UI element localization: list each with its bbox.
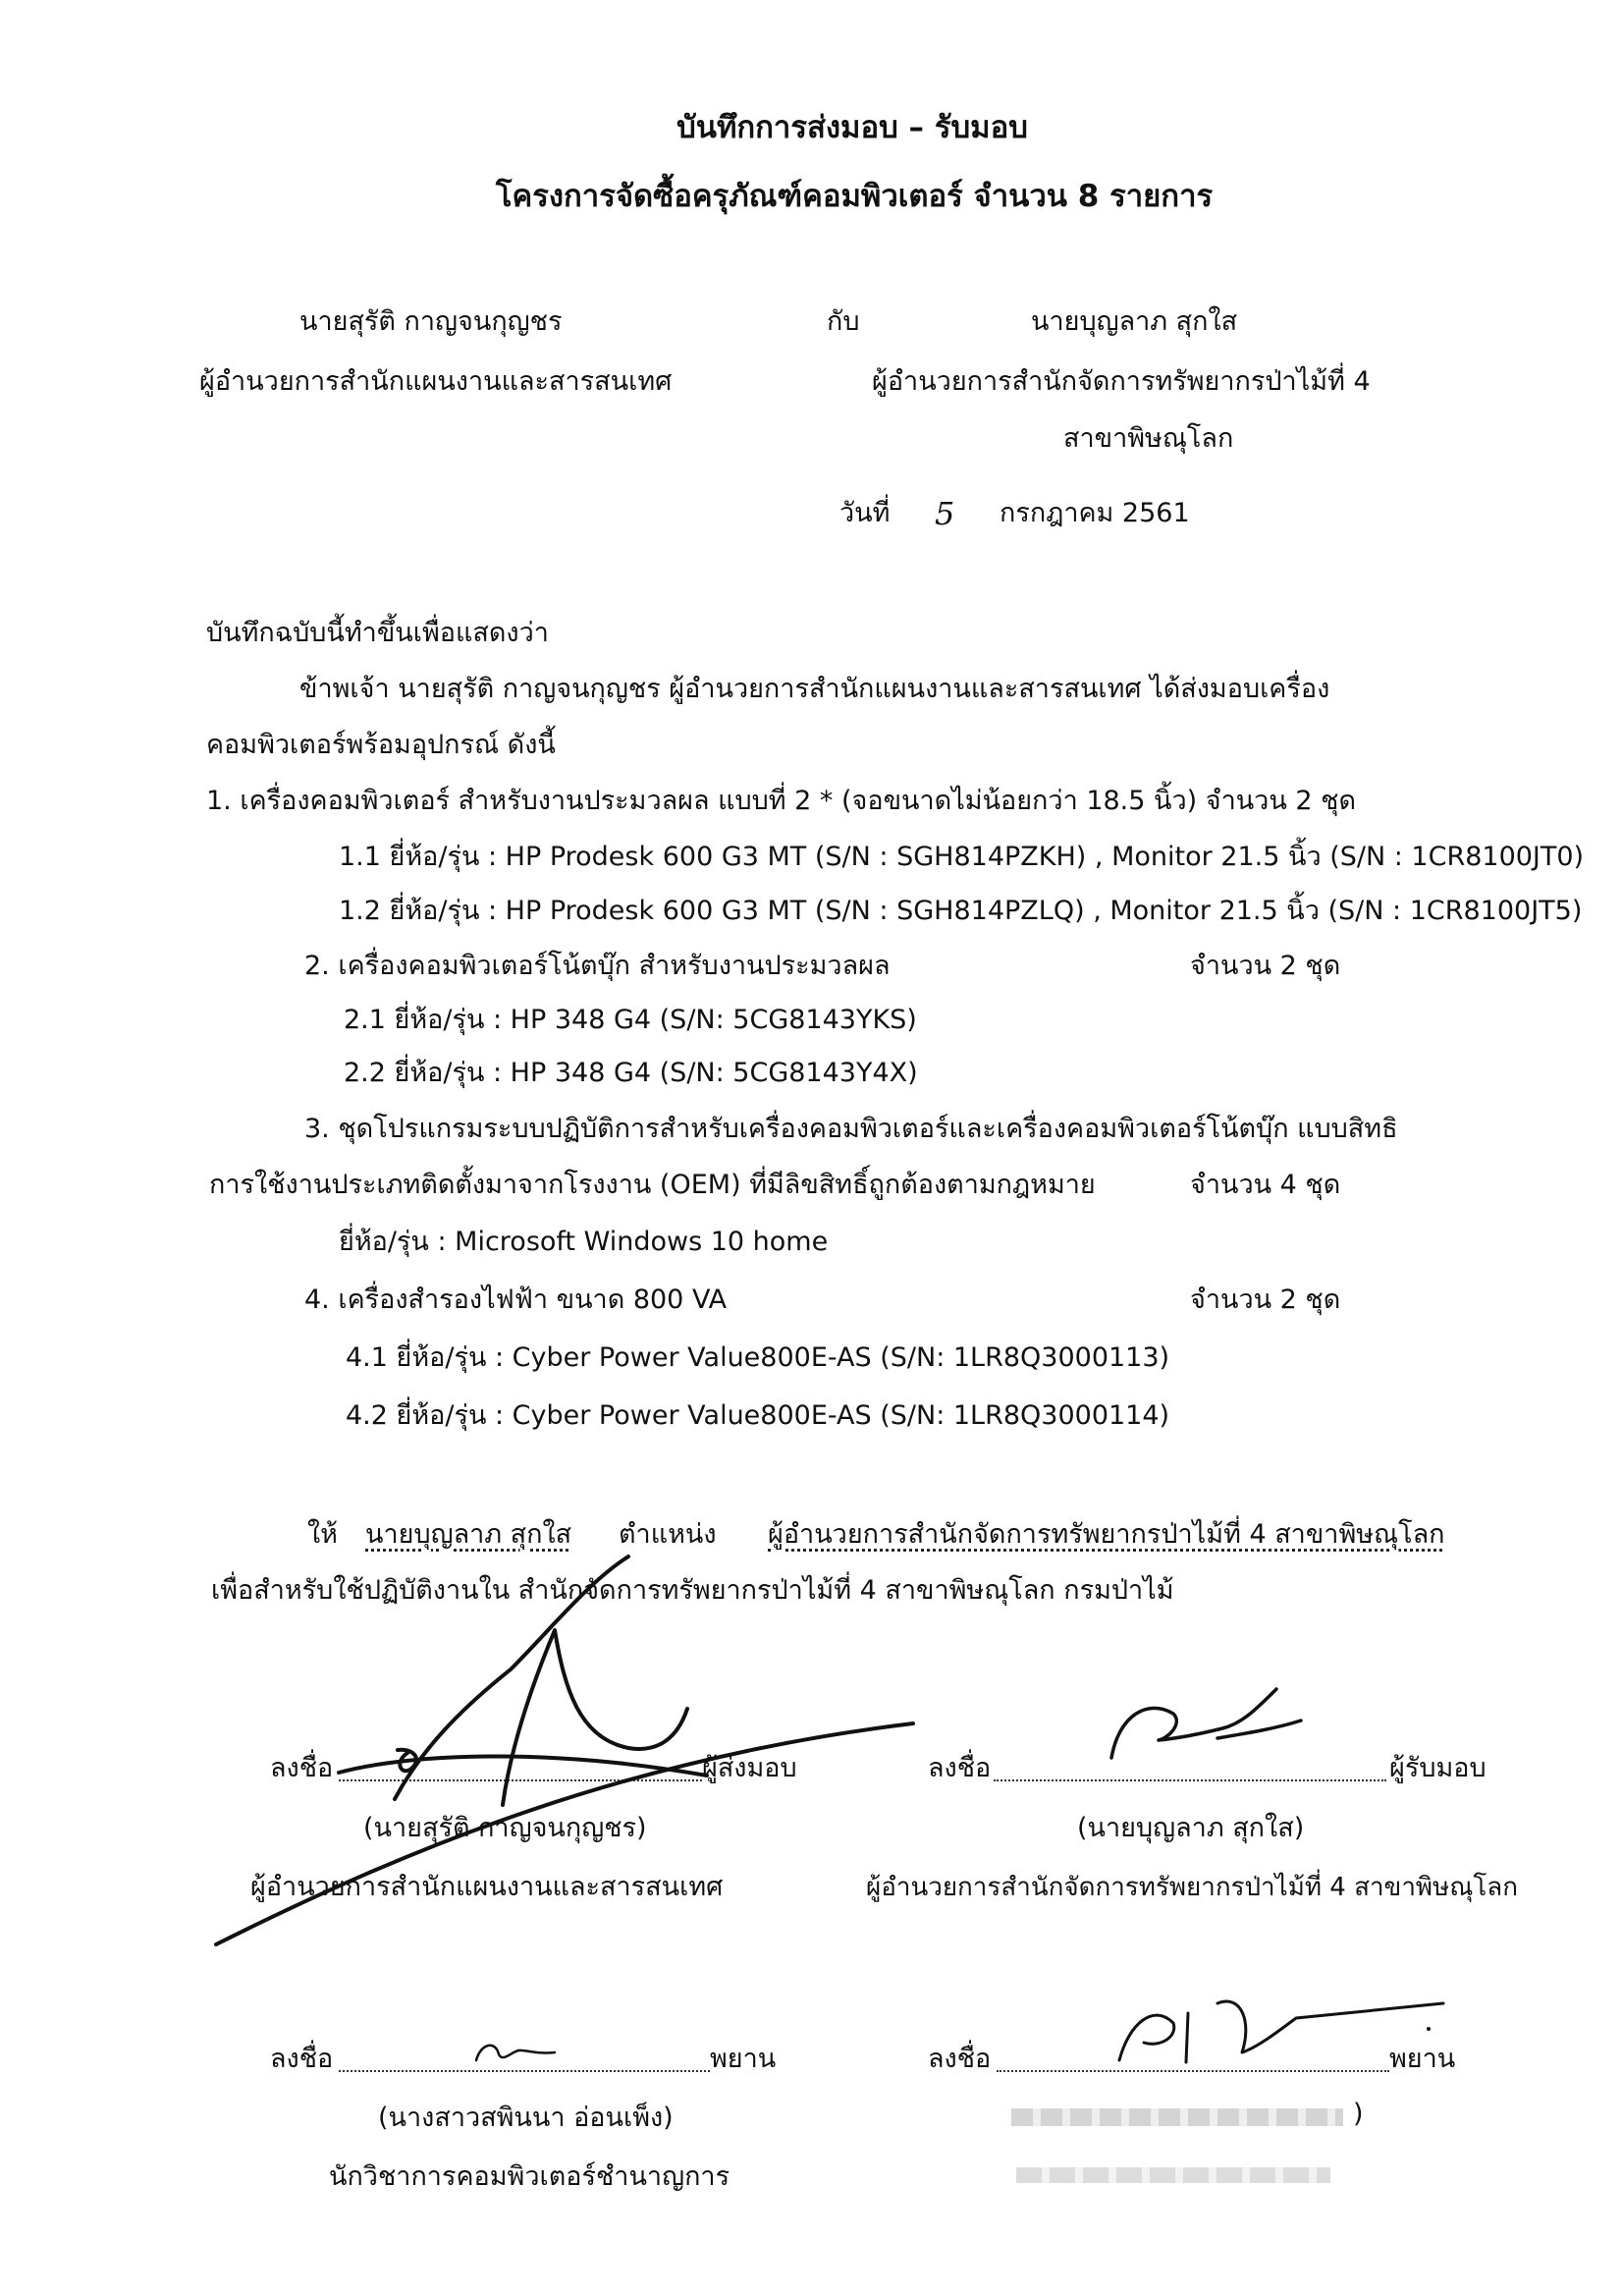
intro-text: บันทึกฉบับนี้ทำขึ้นเพื่อแสดงว่า <box>206 618 549 648</box>
item-4-1: 4.1 ยี่ห้อ/รุ่น : Cyber Power Value800E-AS (S/N: 1LR8Q3000113) <box>346 1342 1170 1373</box>
assign-purpose: เพื่อสำหรับใช้ปฏิบัติงานใน สำนักจัดการทรัพยากรป่าไม้ที่ 4 สาขาพิษณุโลก กรมป่าไม้ <box>211 1575 1174 1606</box>
date-day: 5 <box>935 495 955 532</box>
receiver-signed-position: ผู้อำนวยการสำนักจัดการทรัพยากรป่าไม้ที่ 4 สาขาพิษณุโลก <box>866 1873 1518 1902</box>
assign-recipient: นายบุญลาภ สุกใส <box>365 1519 572 1550</box>
assign-position: ผู้อำนวยการสำนักจัดการทรัพยากรป่าไม้ที่ 4 สาขาพิษณุโลก <box>768 1519 1445 1550</box>
sign-label: ลงชื่อ <box>928 2044 992 2074</box>
assign-position-label: ตำแหน่ง <box>619 1519 717 1550</box>
item-1-1: 1.1 ยี่ห้อ/รุ่น : HP Prodesk 600 G3 MT (S/N : SGH814PZKH) , Monitor 21.5 นิ้ว (S/N : 1CR8100JT0) <box>339 842 1585 872</box>
date-label: วันที่ <box>839 498 891 528</box>
item-3-quantity: จำนวน 4 ชุด <box>1190 1170 1341 1200</box>
item-2: 2. เครื่องคอมพิวเตอร์โน้ตบุ๊ก สำหรับงานประมวลผล <box>304 951 891 981</box>
item-2-quantity: จำนวน 2 ชุด <box>1190 951 1341 981</box>
receiver-signature <box>1111 1689 1301 1758</box>
paragraph-line: คอมพิวเตอร์พร้อมอุปกรณ์ ดังนี้ <box>206 730 556 760</box>
item-3: 3. ชุดโปรแกรมระบบปฏิบัติการสำหรับเครื่องคอมพิวเตอร์และเครื่องคอมพิวเตอร์โน้ตบุ๊ก แบบสิทธิ <box>304 1114 1398 1144</box>
witness1-position: นักวิชาการคอมพิวเตอร์ชำนาญการ <box>329 2161 730 2192</box>
project-title: โครงการจัดซื้อครุภัณฑ์คอมพิวเตอร์ จำนวน 8 รายการ <box>495 179 1214 214</box>
deliverer-role: ผู้ส่งมอบ <box>702 1753 797 1783</box>
receiver-signed-name: (นายบุญลาภ สุกใส) <box>1077 1813 1305 1843</box>
sign-label: ลงชื่อ <box>270 1753 334 1783</box>
sign-label: ลงชื่อ <box>270 2044 334 2074</box>
deliverer-name: นายสุรัติ กาญจนกุญชร <box>299 306 563 337</box>
item-4-2: 4.2 ยี่ห้อ/รุ่น : Cyber Power Value800E-AS (S/N: 1LR8Q3000114) <box>346 1400 1170 1431</box>
item-4-quantity: จำนวน 2 ชุด <box>1190 1285 1341 1315</box>
item-4: 4. เครื่องสำรองไฟฟ้า ขนาด 800 VA <box>304 1285 728 1315</box>
witness1-role: พยาน <box>710 2044 777 2074</box>
item-3-brand: ยี่ห้อ/รุ่น : Microsoft Windows 10 home <box>339 1227 829 1257</box>
deliverer-position: ผู้อำนวยการสำนักแผนงานและสารสนเทศ <box>199 366 673 397</box>
deliverer-signature <box>216 1557 913 1944</box>
item-1: 1. เครื่องคอมพิวเตอร์ สำหรับงานประมวลผล แบบที่ 2 * (จอขนาดไม่น้อยกว่า 18.5 นิ้ว) จำนวน 2 ชุด <box>206 786 1357 816</box>
item-2-1: 2.1 ยี่ห้อ/รุ่น : HP 348 G4 (S/N: 5CG8143YKS) <box>344 1005 917 1035</box>
witness1-signature <box>476 2046 555 2060</box>
paragraph-line: ข้าพเจ้า นายสุรัติ กาญจนกุญชร ผู้อำนวยการสำนักแผนงานและสารสนเทศ ได้ส่งมอบเครื่อง <box>299 674 1330 704</box>
witness1-name: (นางสาวสพินนา อ่อนเพ็ง) <box>378 2103 674 2133</box>
witness2-signature <box>1119 2001 1443 2062</box>
deliverer-signed-position: ผู้อำนวยการสำนักแผนงานและสารสนเทศ <box>250 1872 724 1902</box>
document-title: บันทึกการส่งมอบ – รับมอบ <box>676 110 1028 145</box>
witness2-name-close: ) <box>1353 2099 1364 2129</box>
date-month-year: กรกฎาคม 2561 <box>1000 498 1190 528</box>
sign-label: ลงชื่อ <box>928 1753 992 1783</box>
item-1-2: 1.2 ยี่ห้อ/รุ่น : HP Prodesk 600 G3 MT (S/N : SGH814PZLQ) , Monitor 21.5 นิ้ว (S/N : 1CR8100JT5) <box>339 896 1583 926</box>
receiver-name: นายบุญลาภ สุกใส <box>1031 306 1238 337</box>
receiver-position: ผู้อำนวยการสำนักจัดการทรัพยากรป่าไม้ที่ 4 <box>872 366 1371 397</box>
deliverer-signed-name: (นายสุรัติ กาญจนกุญชร) <box>363 1813 647 1843</box>
item-2-2: 2.2 ยี่ห้อ/รุ่น : HP 348 G4 (S/N: 5CG8143Y4X) <box>344 1058 918 1088</box>
item-3-continued: การใช้งานประเภทติดตั้งมาจากโรงงาน (OEM) ที่มีลิขสิทธิ์ถูกต้องตามกฎหมาย <box>209 1170 1096 1200</box>
witness2-role: พยาน <box>1389 2044 1456 2074</box>
between-label: กับ <box>827 306 860 337</box>
assign-to-label: ให้ <box>307 1519 338 1550</box>
receiver-branch: สาขาพิษณุโลก <box>1063 423 1234 454</box>
receiver-role: ผู้รับมอบ <box>1389 1753 1487 1783</box>
